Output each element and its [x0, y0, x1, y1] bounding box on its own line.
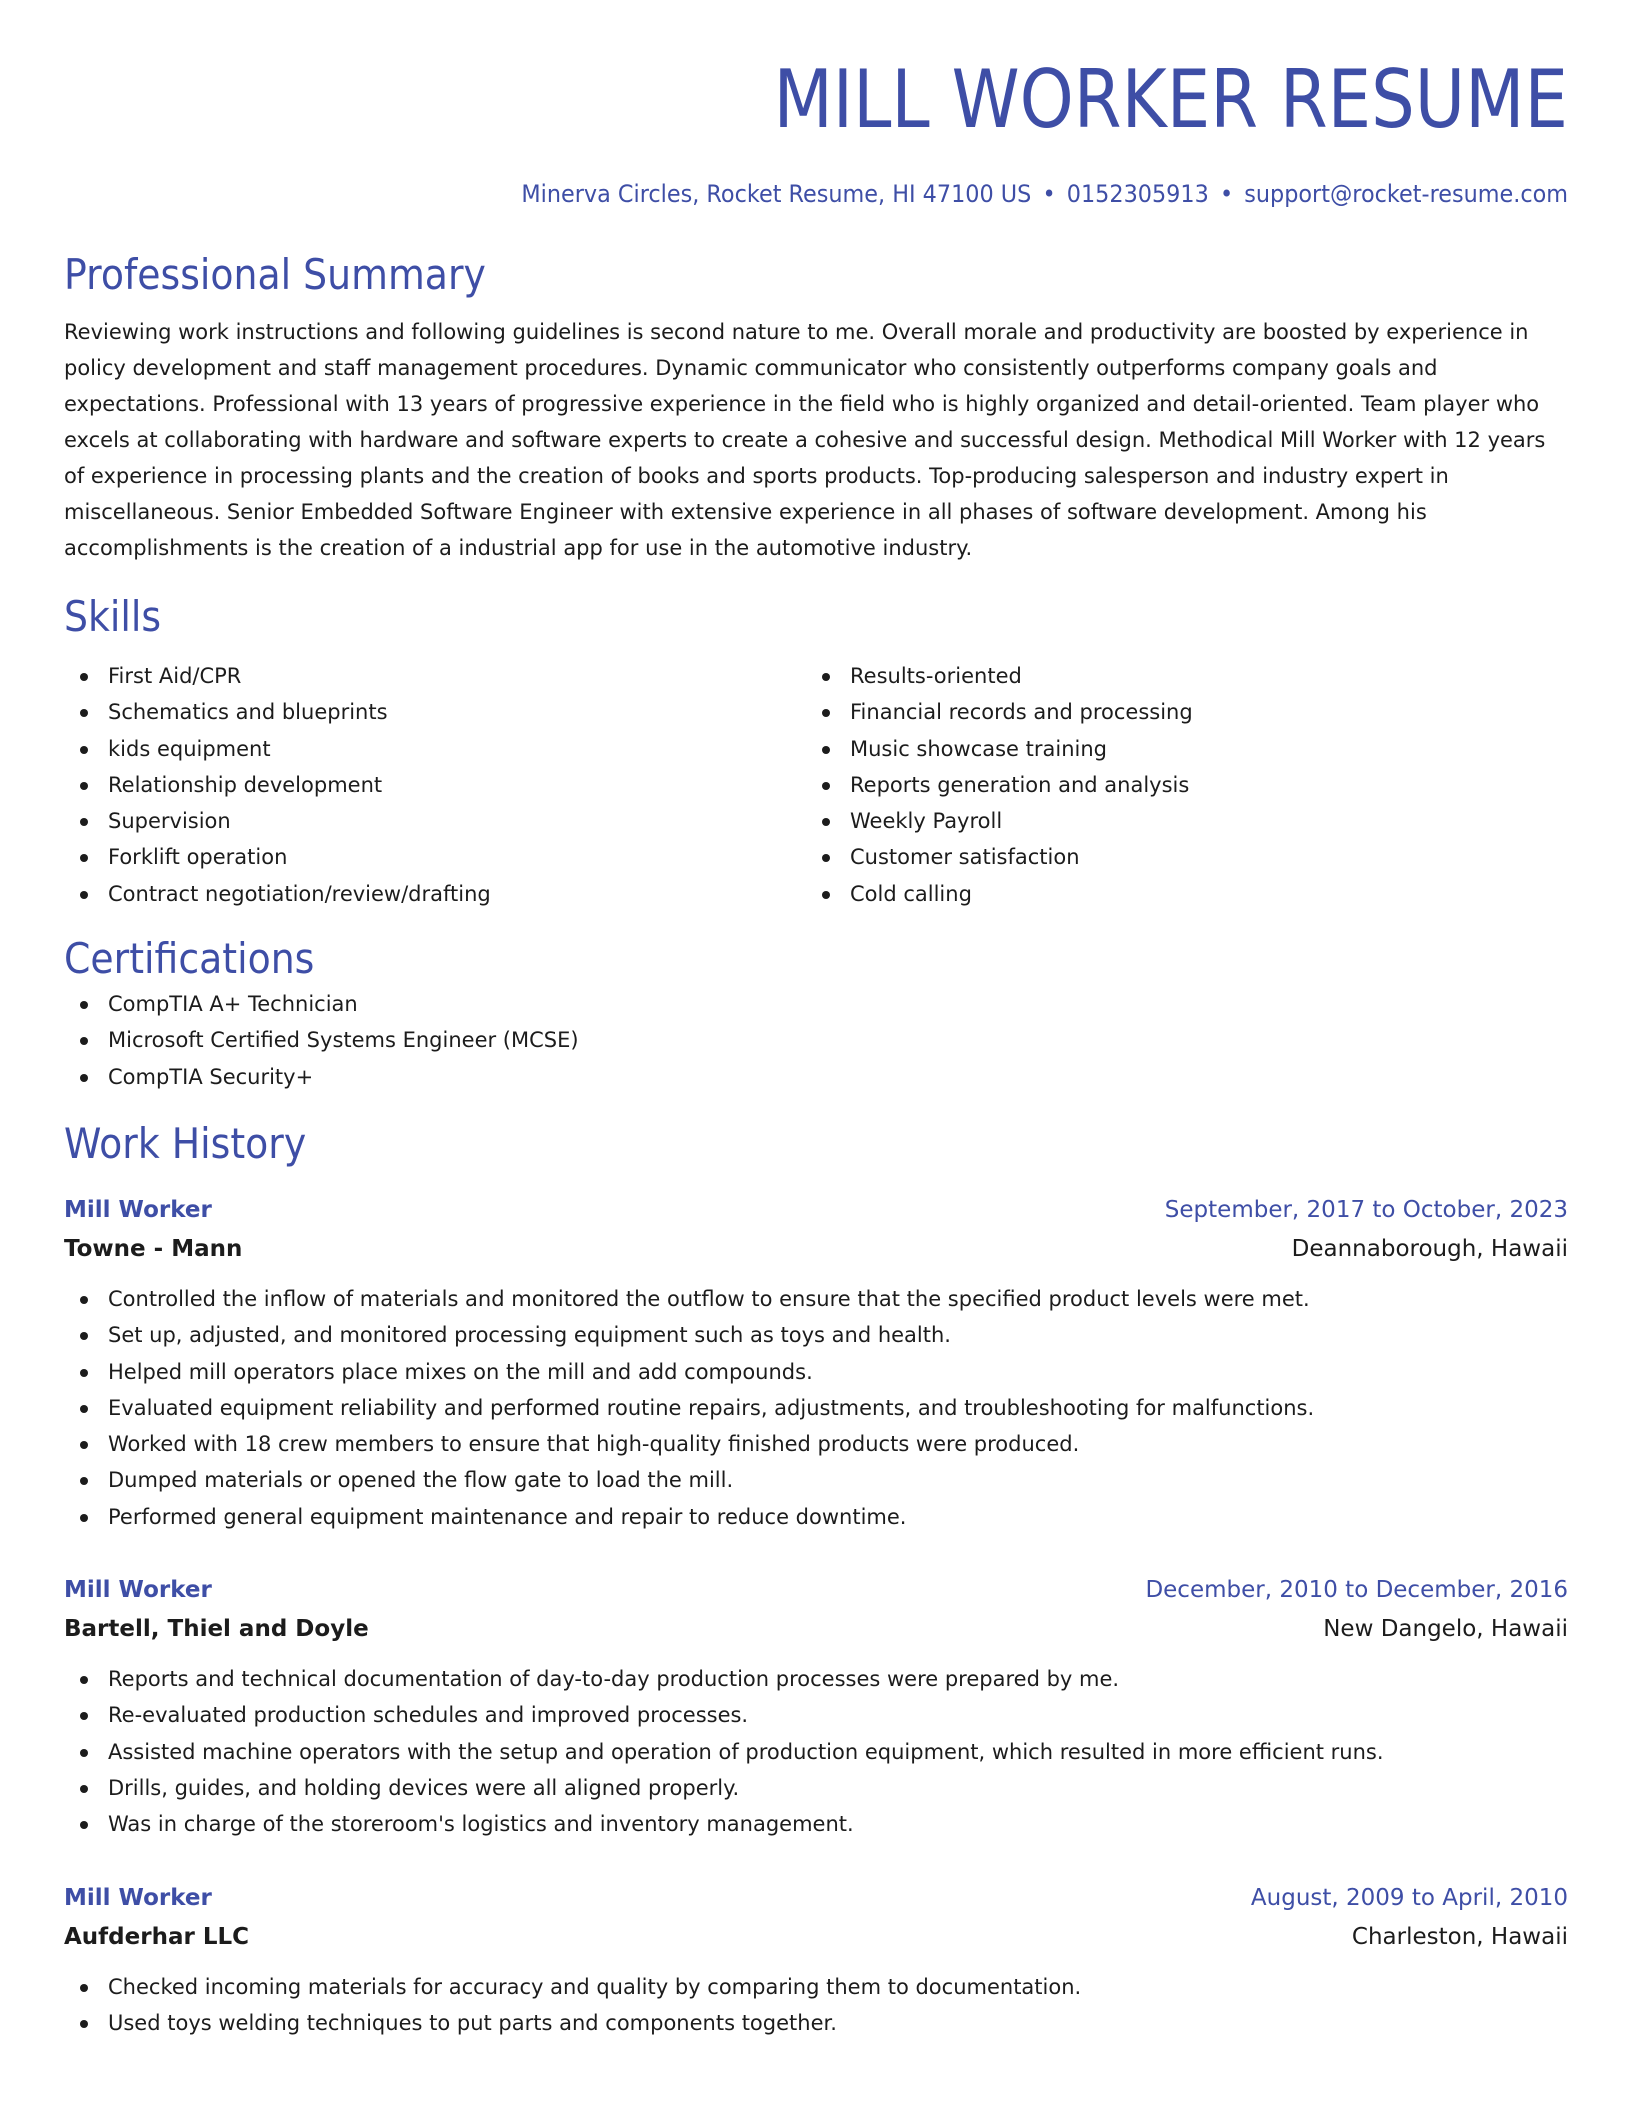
skill-item: First Aid/CPR: [64, 658, 806, 694]
certifications-heading: Certifications: [64, 934, 315, 984]
job-duties-list: [64, 1661, 1568, 1842]
summary-text: Reviewing work instructions and following guidelines is second nature to me. Overall morale and productivity are boosted by experience in policy development and staff management procedures. Dynamic communicator who consistently outperforms company goals and expectations. Professional with 13 years of progressive experience in the field who is highly organized and detail-oriented. Team player who excels at collaborating with hardware and software experts to create a cohesive and successful design. Methodical Mill Worker with 12 years of experience in processing plants and the creation of books and sports products. Top-producing salesperson and industry expert in miscellaneous. Senior Embedded Software Engineer with extensive experience in all phases of software development. Among his accomplishments is the creation of a industrial app for use in the automotive industry.: [64, 320, 1546, 560]
job-title-row: [64, 1571, 1568, 1609]
job-company-row: [64, 1609, 1568, 1649]
skills-column-left: [64, 658, 806, 912]
certifications-section: [64, 932, 1568, 1095]
job-duty: Helped mill operators place mixes on the mill and add compounds.: [64, 1354, 1568, 1390]
job-dates: August, 2009 to April, 2010: [1250, 1884, 1568, 1911]
certification-item: Microsoft Certified Systems Engineer (MCSE): [64, 1022, 1568, 1058]
job-dates: September, 2017 to October, 2023: [1164, 1196, 1568, 1223]
certifications-list: [64, 986, 1568, 1095]
skill-item: kids equipment: [64, 731, 806, 767]
job-duty: Checked incoming materials for accuracy and quality by comparing them to documentation.: [64, 1969, 1568, 2005]
summary-section: [64, 248, 1568, 566]
work-history-section: [64, 1117, 1568, 2041]
job-company: Towne - Mann: [64, 1235, 243, 1262]
job-title-row: [64, 1879, 1568, 1917]
skill-item: Customer satisfaction: [806, 839, 1548, 875]
skills-columns: [64, 658, 1568, 912]
contact-phone: 0152305913: [1066, 180, 1209, 208]
job-company: Bartell, Thiel and Doyle: [64, 1616, 369, 1643]
job-duty: Drills, guides, and holding devices were all aligned properly.: [64, 1770, 1568, 1806]
skill-item: Results-oriented: [806, 658, 1548, 694]
skill-item: Relationship development: [64, 767, 806, 803]
work-history-heading: Work History: [64, 1118, 307, 1168]
job-location: New Dangelo, Hawaii: [1323, 1616, 1568, 1643]
summary-heading: Professional Summary: [64, 250, 486, 299]
skill-item: Supervision: [64, 803, 806, 839]
job-entry: [64, 1879, 1568, 2042]
skills-section: [64, 590, 1568, 912]
job-duty: Was in charge of the storeroom's logistics and inventory management.: [64, 1806, 1568, 1842]
job-duty: Dumped materials or opened the flow gate to load the mill.: [64, 1462, 1568, 1498]
skill-item: Contract negotiation/review/drafting: [64, 876, 806, 912]
skills-heading: Skills: [64, 592, 162, 641]
job-entry: [64, 1571, 1568, 1842]
skills-column-right: [806, 658, 1548, 912]
skill-item: Schematics and blueprints: [64, 694, 806, 730]
job-duty: Controlled the inflow of materials and monitored the outflow to ensure that the specified product levels were met.: [64, 1281, 1568, 1317]
certification-item: CompTIA Security+: [64, 1059, 1568, 1095]
job-dates: December, 2010 to December, 2016: [1145, 1577, 1568, 1604]
job-entry: [64, 1191, 1568, 1535]
job-duty: Set up, adjusted, and monitored processing equipment such as toys and health.: [64, 1317, 1568, 1353]
skill-item: Weekly Payroll: [806, 803, 1548, 839]
job-duty: Performed general equipment maintenance and repair to reduce downtime.: [64, 1499, 1568, 1535]
job-duty: Used toys welding techniques to put parts and components together.: [64, 2005, 1568, 2041]
job-company-row: [64, 1917, 1568, 1957]
skill-item: Music showcase training: [806, 731, 1548, 767]
skill-item: Forklift operation: [64, 839, 806, 875]
job-title: Mill Worker: [64, 1196, 212, 1223]
job-location: Charleston, Hawaii: [1351, 1923, 1568, 1950]
certification-item: CompTIA A+ Technician: [64, 986, 1568, 1022]
skill-item: Cold calling: [806, 876, 1548, 912]
resume-header: [64, 0, 1568, 210]
job-duty: Evaluated equipment reliability and performed routine repairs, adjustments, and troubleshooting for malfunctions.: [64, 1390, 1568, 1426]
skill-item: Reports generation and analysis: [806, 767, 1548, 803]
job-duty: Reports and technical documentation of day-to-day production processes were prepared by me.: [64, 1661, 1568, 1697]
job-title-row: [64, 1191, 1568, 1229]
contact-separator: •: [1219, 180, 1234, 208]
job-duty: Worked with 18 crew members to ensure that high-quality finished products were produced.: [64, 1426, 1568, 1462]
job-company: Aufderhar LLC: [64, 1923, 250, 1950]
job-title: Mill Worker: [64, 1577, 212, 1604]
job-duties-list: [64, 1281, 1568, 1535]
skills-list-right: [806, 658, 1548, 912]
job-location: Deannaborough, Hawaii: [1291, 1235, 1568, 1262]
job-title: Mill Worker: [64, 1884, 212, 1911]
contact-address: Minerva Circles, Rocket Resume, HI 47100 US: [521, 180, 1032, 208]
skill-item: Financial records and processing: [806, 694, 1548, 730]
contact-line: [169, 178, 1568, 210]
resume-name: MILL WORKER RESUME: [773, 53, 1568, 146]
job-duties-list: [64, 1969, 1568, 2042]
contact-separator: •: [1042, 180, 1056, 208]
contact-email[interactable]: support@rocket-resume.com: [1244, 180, 1568, 208]
job-company-row: [64, 1229, 1568, 1269]
skills-list-left: [64, 658, 806, 912]
job-duty: Re-evaluated production schedules and improved processes.: [64, 1697, 1568, 1733]
job-duty: Assisted machine operators with the setup and operation of production equipment, which resulted in more efficient runs.: [64, 1734, 1568, 1770]
